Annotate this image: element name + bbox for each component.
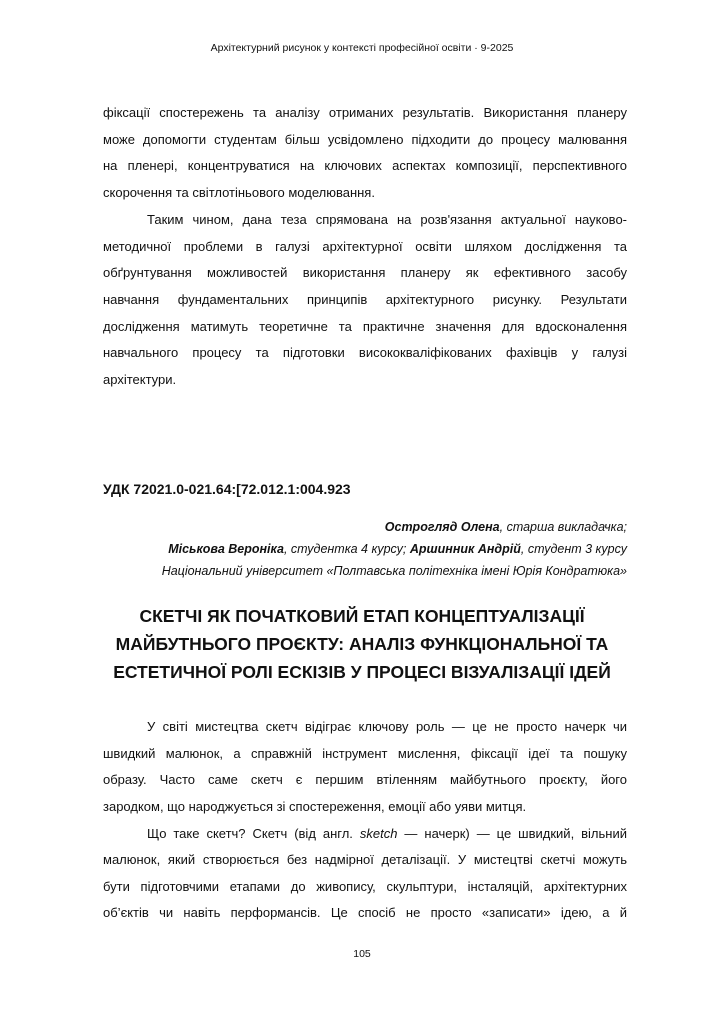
- text-line: архітектури.: [103, 372, 177, 387]
- article-title-line: ЕСТЕТИЧНОЇ РОЛІ ЕСКІЗІВ У ПРОЦЕСІ ВІЗУАЛІЗАЦІЇ ІДЕЙ: [113, 662, 611, 682]
- text-segment: — начерк) — це швидкий, вільний: [397, 826, 627, 841]
- text-line: зародком, що народжується зі спостереження, емоції або уяви митця.: [103, 799, 527, 814]
- text-line: швидкий малюнок, а справжній інструмент мислення, фіксації ідеї та пошуку: [103, 746, 627, 761]
- text-line: на пленері, концентруватися на ключових аспектах композиції, перспективного: [103, 158, 627, 173]
- institution: Національний університет «Полтавська політехніка імені Юрія Кондратюка»: [161, 564, 627, 578]
- text-line: фіксації спостережень та аналізу отриманих результатів. Використання планеру: [103, 105, 627, 120]
- text-line: може допомогти студентам більш усвідомлено підходити до процесу малювання: [103, 132, 627, 147]
- text-line: навчання фундаментальних принципів архітектурного рисунку. Результати: [103, 292, 627, 307]
- author-role: , студентка 4 курсу;: [283, 542, 410, 556]
- text-line: об’єктів чи навіть перформансів. Це спосіб не просто «записати» ідею, а й: [103, 905, 627, 920]
- running-header: Архітектурний рисунок у контексті професійної освіти · 9-2025: [210, 42, 514, 54]
- page-number: 105: [353, 948, 371, 960]
- article-title-line: МАЙБУТНЬОГО ПРОЄКТУ: АНАЛІЗ ФУНКЦІОНАЛЬНОЇ ТА: [115, 634, 609, 654]
- author-role: , студент 3 курсу: [520, 542, 627, 556]
- text-line: навчального процесу та підготовки висококваліфікованих фахівців у галузі: [103, 345, 627, 360]
- italic-term: sketch: [359, 826, 398, 841]
- text-line: дослідження матимуть теоретичне та практичне значення для вдосконалення: [103, 319, 627, 334]
- text-line: Таким чином, дана теза спрямована на розв'язання актуальної науково-: [147, 212, 627, 227]
- udk-code: УДК 72021.0-021.64:[72.012.1:004.923: [103, 481, 351, 497]
- text-line: [147, 826, 627, 842]
- author-name: Острогляд Олена: [384, 520, 500, 534]
- author-role: , старша викладачка;: [499, 520, 627, 534]
- author-name: Міськова Вероніка: [168, 542, 284, 556]
- text-line: обґрунтування можливостей використання планеру як ефективного засобу: [103, 265, 627, 280]
- author-line-1: [385, 520, 627, 534]
- text-line: скорочення та світлотіньового моделювання.: [103, 185, 375, 200]
- article-title-line: СКЕТЧІ ЯК ПОЧАТКОВИЙ ЕТАП КОНЦЕПТУАЛІЗАЦІЇ: [139, 606, 585, 626]
- text-line: методичної проблеми в галузі архітектурної освіти шляхом дослідження та: [103, 239, 627, 254]
- text-line: малюнок, який створюється без надмірної деталізації. У мистецтві скетчі можуть: [103, 852, 627, 867]
- text-line: У світі мистецтва скетч відіграє ключову роль — це не просто начерк чи: [147, 719, 627, 734]
- author-line-2: [168, 542, 627, 556]
- text-line: образу. Часто саме скетч є першим втіленням майбутнього проєкту, його: [103, 772, 627, 787]
- author-name: Аршинник Андрій: [409, 542, 521, 556]
- text-segment: Що таке скетч? Скетч (від англ.: [147, 826, 360, 841]
- text-line: бути підготовчими етапами до живопису, скульптури, інсталяцій, архітектурних: [103, 879, 627, 894]
